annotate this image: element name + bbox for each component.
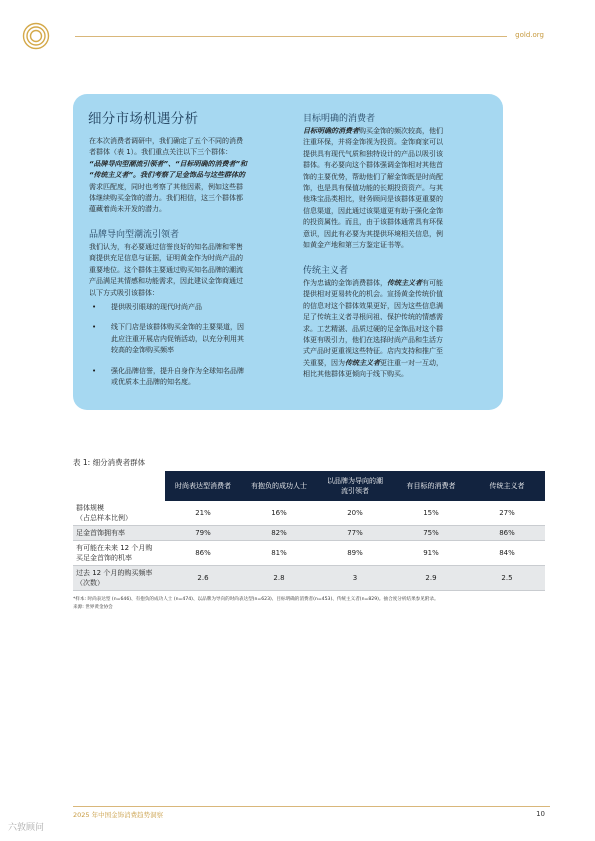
table-cell: 79% [165, 526, 241, 541]
traditional-section-heading: 传统主义者 [303, 266, 349, 276]
table-cell: 16% [241, 501, 317, 526]
table-cell: 77% [317, 526, 393, 541]
table-cell: 86% [469, 526, 545, 541]
table-footnote: *样本: 时尚表达型 (n=646)、有抱负的成功人士 (n=474)、以品牌为导向的时尚表达型(n=623)、目标明确的消费者(n=453)、传统主义者(n=829)。抽合度分析结果参见附录。 [73, 597, 439, 602]
table-row [73, 541, 545, 566]
table-cell: 20% [317, 501, 393, 526]
consumer-segments-table [73, 471, 545, 591]
brand-paragraph: 我们认为，有必要通过信誉良好的知名品牌和零售 商提供充足信息与证据，证明黄金作为时尚产品的 重要地位。这个群体主要通过购买知名品牌的潮流 产品满足其情感和功能需求，因此建议金饰商通过 以下方式吸引该群体： [89, 243, 243, 297]
list-item: • 强化品牌信誉，提升自身作为全球知名品牌 或优质本土品牌的知名度。 [89, 366, 289, 389]
table-cell: 2.9 [393, 566, 469, 591]
table-title: 表 1: 细分消费者群体 [73, 458, 146, 467]
table-cell: 15% [393, 501, 469, 526]
traditional-paragraph: 作为忠诚的金饰消费群体，传统主义者有可能 提供相对更易转化的机会。宣扬黄金传统价值 的信息对这个群体效果更好，因为这些信息满 足了传统主义者寻根问祖、保护传统的情感需 求。工艺精湛、品质过硬的足金饰品对这个群 体更有吸引力，他们在选择时尚产品和生活方 式产品时更重视这些特征。店内支持和推广至 关重要，因为传统主义者更注重一对一互动， 相比其他群体更倾向于线下购买。 [303, 279, 443, 379]
table-cell: 75% [393, 526, 469, 541]
target-paragraph: 目标明确的消费者购买金饰的频次较高，他们 注重环保，并将金饰视为投资。金饰商家可以 提供具有现代气质和独特设计的产品以吸引该 群体。有必要向这个群体强调金饰相对其他首 饰的主要优势，帮助他们了解金饰既是时尚配 饰，也是具有保值功能的长期投资资产。与其 他珠宝品类相比，财务顾问是该群体更重要的 信息渠道，因此通过该渠道更有助于强化金饰 的投资属性。而且，由于该群体通常具有环保 意识，因此有必要为其提供环境相关信息，例 如黄金产地和第三方鉴定证书等。 [303, 127, 443, 250]
row-label: 足金首饰拥有率 [73, 526, 165, 541]
table-cell: 21% [165, 501, 241, 526]
table-cell: 3 [317, 566, 393, 591]
table-cell: 2.5 [469, 566, 545, 591]
row-label: 过去 12 个月的购买频率 （次数） [73, 566, 165, 591]
table-cell: 91% [393, 541, 469, 566]
target-section-heading: 目标明确的消费者 [303, 114, 376, 124]
list-item: • 提供吸引眼球的现代时尚产品 [89, 302, 289, 313]
brand-bullet-list [89, 302, 289, 397]
table-cell: 2.8 [241, 566, 317, 591]
gold-rings-logo-icon [22, 22, 50, 50]
intro-paragraph: 在本次消费者调研中，我们确定了五个不同的消费 者群体（表 1）。我们重点关注以下三个群体： “品牌导向型潮流引领者”、“目标明确的消费者”和 “传统主义者”。我们考察了足金饰品与这些群体的 需求匹配度，同时也考察了其他因素，例如这些群 体继续购买金饰的潜力。我们相信，这三个群体都 蕴藏着尚未开发的潜力。 [89, 137, 248, 214]
page-number: 10 [536, 810, 545, 818]
callout-title: 细分市场机遇分析 [88, 111, 199, 127]
table-cell: 81% [241, 541, 317, 566]
header-divider [75, 36, 507, 37]
table-cell: 84% [469, 541, 545, 566]
column-header: 以品牌为导向的潮 流引领者 [317, 471, 393, 501]
table-cell: 27% [469, 501, 545, 526]
table-corner [73, 471, 165, 501]
watermark: 六敦顾问 [8, 823, 45, 833]
row-label: 有可能在未来 12 个月购 买足金首饰的机率 [73, 541, 165, 566]
report-title: 2025 年中国金饰消费趋势洞察 [73, 811, 164, 819]
column-header: 时尚表达型消费者 [165, 471, 241, 501]
table-row [73, 501, 545, 526]
table-row [73, 526, 545, 541]
table-cell: 82% [241, 526, 317, 541]
list-item: • 线下门店是该群体购买金饰的主要渠道，因 此应注重开展店内促销活动，以充分利用其 较高的金饰购买频率 [89, 322, 289, 356]
site-link[interactable]: gold.org [515, 31, 544, 39]
brand-section-heading: 品牌导向型潮流引领者 [89, 230, 180, 240]
column-header: 有抱负的成功人士 [241, 471, 317, 501]
segment-analysis-callout [73, 94, 503, 410]
table-row [73, 566, 545, 591]
column-header: 传统主义者 [469, 471, 545, 501]
table-cell: 89% [317, 541, 393, 566]
row-label: 群体规模 （占总样本比例） [73, 501, 165, 526]
table-source: 来源: 世界黄金协会 [73, 605, 113, 610]
table-cell: 86% [165, 541, 241, 566]
footer-divider [73, 806, 550, 807]
table-cell: 2.6 [165, 566, 241, 591]
column-header: 有目标的消费者 [393, 471, 469, 501]
